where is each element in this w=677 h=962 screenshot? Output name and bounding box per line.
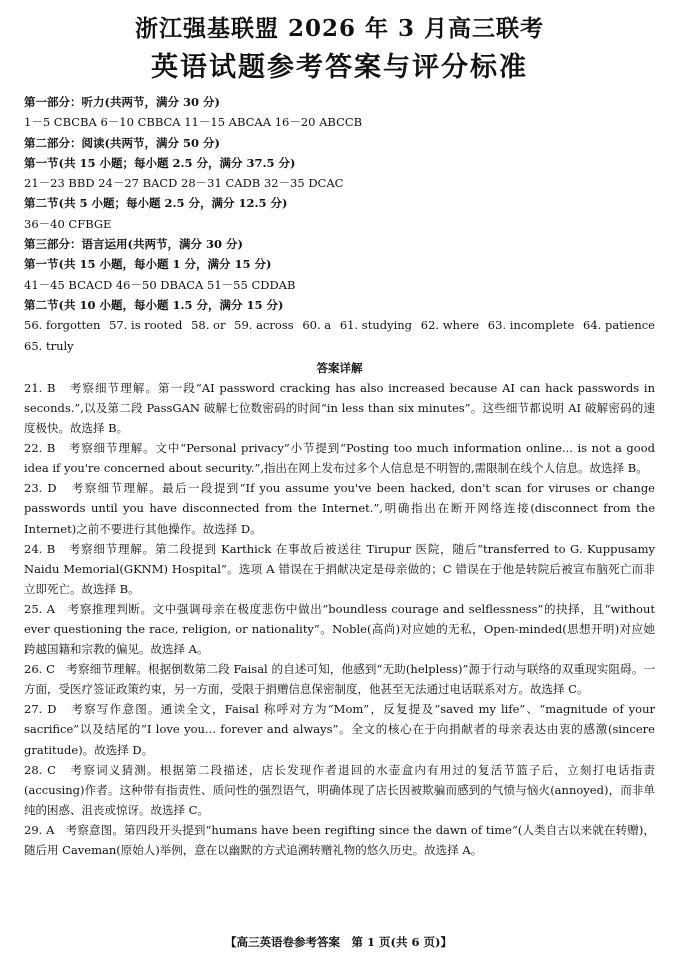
answer-row: 36－40 CFBGE	[24, 216, 112, 231]
answer-row: 21－23 BBD 24－27 BACD 28－31 CADB 32－35 DCAC	[24, 176, 344, 191]
explanation-text: 考察细节理解。文中“Personal privacy”小节提到“Posting too much information online... is not a good idea if you're concerned about security.”,指出在网上发布过多个人信息是不明智的,需限制在线个人信息。故选择 B。	[24, 441, 656, 476]
page-footer: 【高三英语卷参考答案 第 1 页(共 6 页)】	[225, 935, 452, 949]
answer-row: 41－45 BCACD 46－50 DBACA 51－55 CDDAB	[24, 277, 296, 292]
page-title: 浙江强基联盟 2026 年 3 月高三联考	[134, 15, 545, 42]
section-heading: 第二节(共 10 小题，每小题 1.5 分，满分 15 分)	[24, 297, 284, 312]
fill-in-answer: 59. across	[234, 318, 294, 333]
fill-in-answer: 63. incomplete	[487, 318, 575, 333]
fill-in-answer: 57. is rooted	[109, 318, 183, 333]
question-number: 22. B	[24, 441, 56, 456]
explanation-item	[24, 539, 655, 599]
question-number: 29. A	[24, 822, 55, 837]
fill-in-answers	[24, 315, 655, 335]
section-heading: 第二部分：阅读(共两节，满分 50 分)	[24, 135, 220, 150]
explanation-text: 考察意图。第四段开头提到“humans have been regifting since the dawn of time”(人类自古以来就在转赠)，随后用 Caveman(原始人)举例，意在以幽默的方式追溯转赠礼物的悠久历史。故选择 A。	[24, 822, 655, 858]
explanation-item	[24, 599, 655, 659]
explanation-list	[24, 378, 655, 860]
fill-in-answer: 62. where	[420, 318, 480, 333]
fill-in-answer: 64. patience	[583, 318, 655, 333]
fill-in-answer: 56. forgotten	[24, 318, 101, 333]
explanation-text: 考察细节理解。第一段“AI password cracking has also increased because AI can hack passwords in seconds.”,以及第二段 PassGAN 破解七位数密码的时间“in less than six minutes”。这些细节都说明 AI 破解密码的速度极快。故选择 B。	[24, 380, 656, 436]
explanation-text: 考察细节理解。根据倒数第二段 Faisal 的自述可知，他感到“无助(helpless)”源于行动与联络的双重现实阻碍。一方面，受医疗签证政策约束，另一方面，受限于捐赠信息保密制度，他甚至无法通过电话联系对方。故选择 C。	[24, 662, 655, 697]
section-heading: 第一节(共 15 小题；每小题 2.5 分，满分 37.5 分)	[24, 155, 296, 170]
explanation-text: 考察词义猜测。根据第二段描述，店长发现作者退回的水壶盒内有用过的复活节篮子后，立刻打电话指责(accusing)作者。这种带有指责性、质问性的强烈语气，明确体现了店长因被欺骗而感到的气愤与恼火(annoyed)，而非单纯的困惑、沮丧或惊讶。故选择 C。	[24, 762, 656, 817]
details-heading: 答案详解	[316, 360, 363, 375]
explanation-item	[24, 478, 655, 538]
explanation-text: 考察细节理解。最后一段提到“If you assume you've been hacked, don't scan for viruses or change passwords until you have disconnected from the Internet.”,明确指出在断开网络连接(disconnect from the Internet)之前不要进行其他操作。故选择 D。	[24, 481, 655, 536]
fill-in-answer-last: 65. truly	[24, 338, 74, 353]
question-number: 23. D	[24, 481, 57, 496]
section-heading: 第一部分：听力(共两节，满分 30 分)	[24, 95, 220, 109]
explanation-text: 考察写作意图。通读全文，Faisal 称呼对方为“Mom”，反复提及“saved my life”、“magnitude of your sacrifice”以及结尾的“I love you... forever and always”。全文的核心在于向捐献者的母亲表达由衷的感激(sincere gratitude)。故选择 D。	[24, 702, 656, 757]
question-number: 21. B	[24, 380, 56, 395]
answer-row: 1－5 CBCBA 6－10 CBBCA 11－15 ABCAA 16－20 ABCCB	[24, 115, 363, 130]
explanation-text: 考察推理判断。文中强调母亲在极度悲伤中做出“boundless courage and selflessness”的抉择，且“without ever questioning the race, religion, or nationality”。Noble(高尚)对应她的无私，Open-minded(思想开明)对应她跨越国籍和宗教的偏见。故选择 A。	[24, 601, 656, 657]
question-number: 26. C	[24, 662, 55, 677]
explanation-item	[24, 438, 655, 478]
question-number: 28. C	[24, 762, 56, 777]
fill-in-answer: 58. or	[191, 318, 226, 333]
explanation-item	[24, 699, 655, 759]
section-heading: 第一节(共 15 小题，每小题 1 分，满分 15 分)	[24, 257, 272, 272]
explanation-item	[24, 378, 655, 438]
page-subtitle: 英语试题参考答案与评分标准	[151, 52, 528, 83]
fill-in-answer: 60. a	[302, 318, 332, 333]
question-number: 25. A	[24, 601, 55, 616]
explanation-item	[24, 820, 655, 860]
answer-list	[24, 92, 655, 315]
question-number: 24. B	[24, 541, 56, 556]
section-heading: 第二节(共 5 小题；每小题 2.5 分，满分 12.5 分)	[24, 196, 288, 211]
section-heading: 第三部分：语言运用(共两节，满分 30 分)	[24, 237, 243, 252]
fill-in-answer: 61. studying	[339, 318, 413, 333]
question-number: 27. D	[24, 702, 57, 717]
explanation-item	[24, 760, 655, 820]
explanation-item	[24, 659, 655, 699]
explanation-text: 考察细节理解。第二段提到 Karthick 在事故后被送往 Tirupur 医院，随后“transferred to G. Kuppusamy Naidu Memorial(GKNM) Hospital”。选项 A 错误在于捐献决定是母亲做的；C 错误在于他是转院后被宣布脑死亡而非立即死亡。故选择 B。	[24, 541, 656, 596]
